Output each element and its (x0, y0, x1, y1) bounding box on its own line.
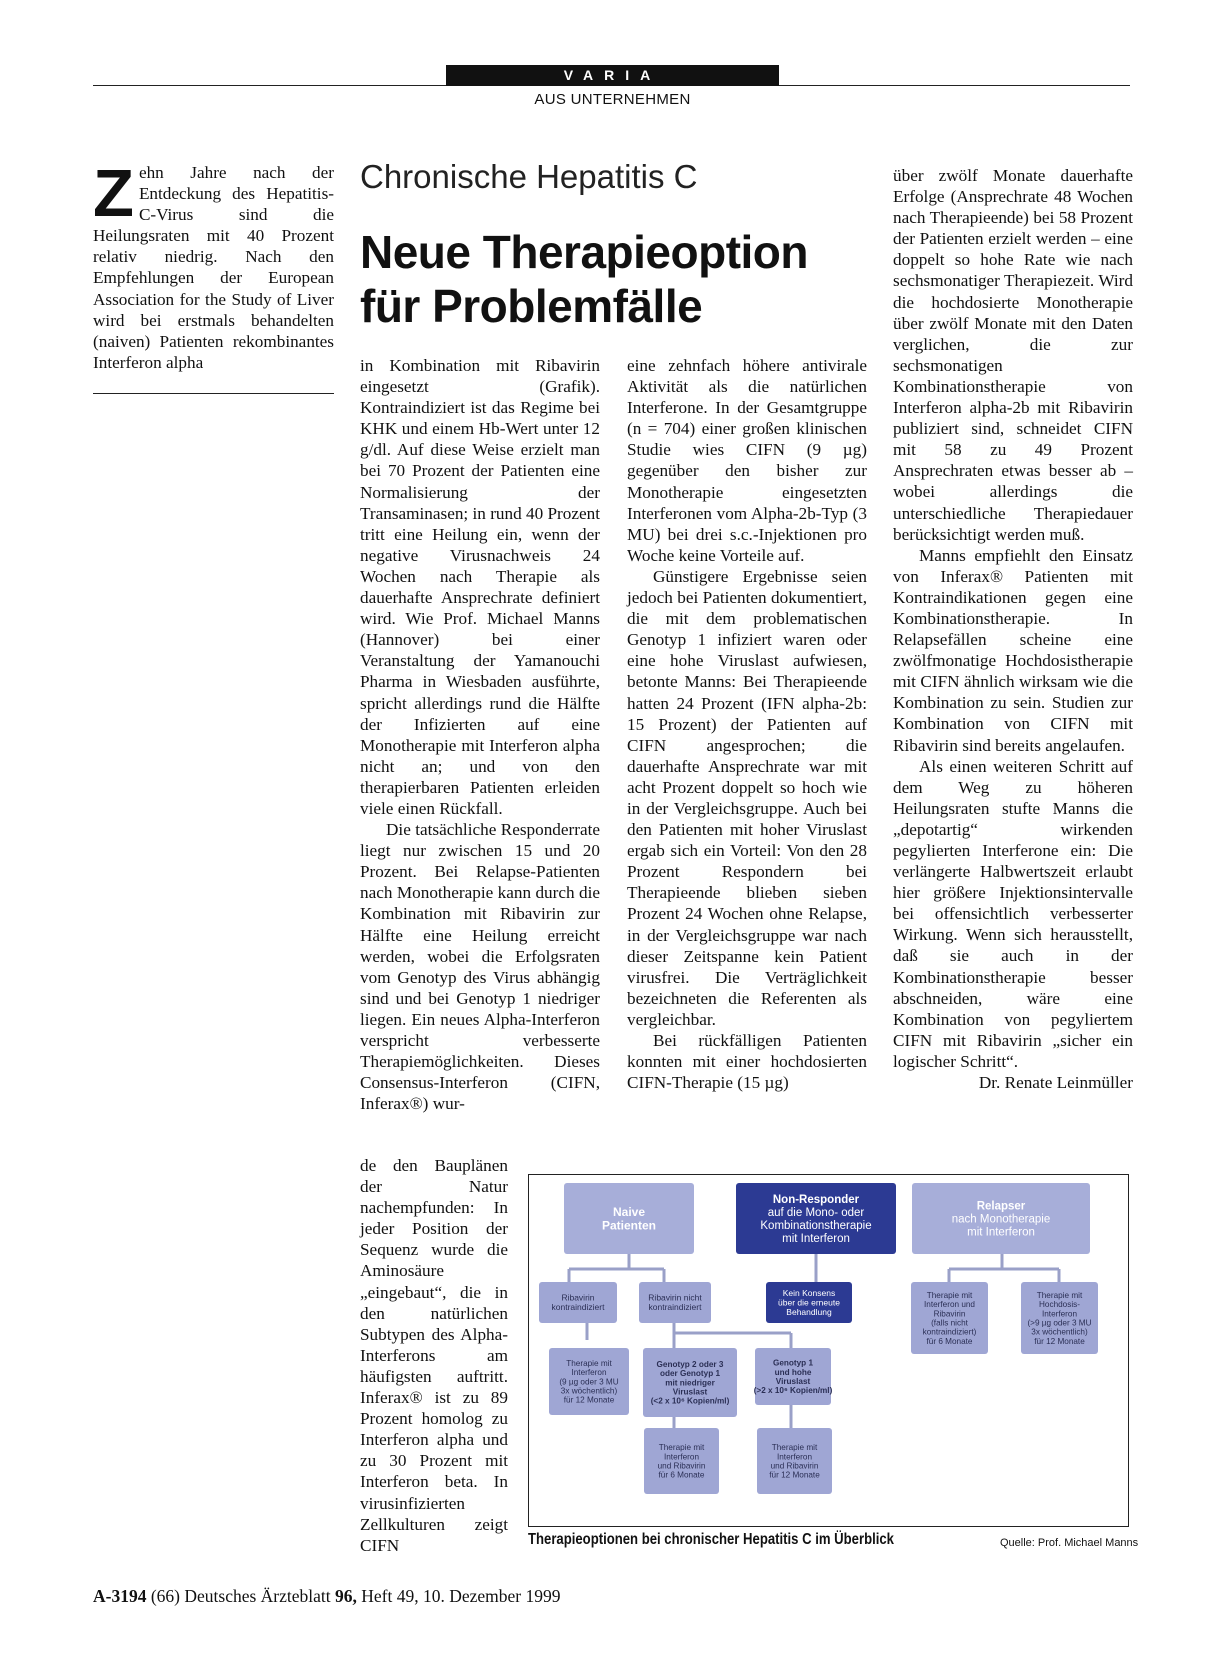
col3-paragraph-2: Manns empfiehlt den Einsatz von Inferax® Patienten mit Kontraindikationen gegen eine Kombinationstherapie. In Relapsefällen scheine eine zwölfmonatige Hochdosistherapie mit CIFN ähnlich wirksam wie die Kombination zu sein. Studien zur Kombination von CIFN mit Ribavirin sind bereits angelaufen. (893, 545, 1133, 755)
dropcap: Z (93, 156, 134, 231)
flow-box-therapie-12m (757, 1428, 832, 1494)
figure-caption: Therapieoptionen bei chronischer Hepatitis C im Überblick (528, 1531, 894, 1548)
flow-box-text: mit Interferon (967, 1226, 1035, 1239)
flow-box-text: und Ribavirin (770, 1461, 819, 1471)
flow-box-text: Therapie mit (926, 1290, 973, 1300)
flow-box-text: Kein Konsens (782, 1288, 836, 1298)
flow-box-therapie-6m (644, 1428, 719, 1494)
footer-volume: 96, (335, 1586, 357, 1606)
flow-box-text: Genotyp 1 (772, 1358, 814, 1368)
flow-box-text: Behandlung (786, 1307, 832, 1317)
article-kicker: Chronische Hepatitis C (360, 158, 698, 195)
flow-box-text: Therapie mit (1036, 1290, 1083, 1300)
flow-box-text: mit niedriger (665, 1378, 715, 1388)
flow-box-text: Viruslast (775, 1377, 811, 1386)
figure-source: Quelle: Prof. Michael Manns (1000, 1537, 1139, 1549)
flow-box-text: kontraindiziert (648, 1302, 702, 1313)
subsection-label: AUS UNTERNEHMEN (534, 91, 691, 108)
intro-text (93, 156, 334, 373)
flow-box-text: Genotyp 2 oder 3 (656, 1360, 724, 1369)
col2-paragraph-1: eine zehnfach höhere antivirale Aktivität als die natürlichen Interferone. In der Gesamtgruppe (n = 704) einer großen klinischen Studie wies CIFN (9 µg) gegenüber den bisher zur Monotherapie eingesetzten Interferonen vom Alpha-2b-Typ (3 MU) bei drei s.c.-Injektionen pro Woche keine Vorteile auf. (627, 356, 867, 565)
flow-box-text: Naive (612, 1205, 646, 1219)
flow-box-text: (>9 µg oder 3 MU (1027, 1318, 1092, 1328)
column-1 (360, 355, 600, 1114)
flow-box-text: für 12 Monate (563, 1395, 615, 1405)
flow-box-text: über die erneute (778, 1297, 840, 1308)
flow-box-therapie-ifn (549, 1348, 629, 1415)
flow-box-genotyp23 (643, 1348, 737, 1417)
flow-box-nonresponder (736, 1183, 896, 1254)
flow-box-text: und Ribavirin (657, 1461, 706, 1471)
flow-box-riba-nicht-ki (639, 1282, 711, 1323)
flowchart-svg (529, 1175, 1127, 1525)
footer-journal: (66) Deutsches Ärzteblatt (150, 1586, 331, 1606)
flowchart-boxes (539, 1183, 1098, 1494)
flow-box-text: Interferon und (924, 1300, 975, 1310)
flow-box-text: Therapie mit (566, 1359, 612, 1368)
intro-rule (93, 393, 334, 394)
flow-box-text: 3x wöchentlich) (560, 1386, 618, 1396)
col2-paragraph-2: Günstigere Ergebnisse seien jedoch bei Patienten dokumentiert, die mit dem problematischen Genotyp 1 infiziert waren oder eine hohe Viruslast aufwiesen, betonte Manns: Bei Therapieende hatten 24 Prozent (IFN alpha-2b: 15 Prozent) der Patienten auf CIFN angesprochen; die dauerhafte Ansprechrate war mit acht Prozent doppelt so hoch wie in der Vergleichsgruppe. Auch bei den Patienten mit hoher Viruslast ergab sich ein Vorteil: Von den 28 Prozent Respondern bei Therapieende blieben sieben Prozent 24 Wochen ohne Relapse, in der Vergleichsgruppe war nach dieser Zeitspanne kein Patient virusfrei. Die Verträglichkeit bezeichneten die Referenten als vergleichbar. (627, 566, 867, 1029)
flow-box-text: Interferon (776, 1452, 813, 1462)
column-3 (893, 165, 1133, 1093)
author-byline: Dr. Renate Leinmüller (978, 1073, 1133, 1093)
flow-box-text: Hochdosis- (1039, 1300, 1080, 1310)
flow-box-riba-ki (539, 1282, 617, 1323)
flow-box-text: 3x wöchentlich) (1031, 1327, 1088, 1337)
intro-body: ehn Jahre nach der Entdeckung des Hepatitis-C-Virus sind die Heilungsraten mit 40 Prozent relativ niedrig. Nach den Empfehlungen der European Association for the Study of Liver wird bei erstmals behandelten (naiven) Patienten rekombinantes Interferon alpha (93, 163, 334, 372)
flow-box-text: nach Monotherapie (951, 1213, 1051, 1226)
flow-box-text: Therapie mit (771, 1443, 818, 1453)
col1-paragraph-2-cont: de den Bauplänen der Natur nachempfunden: In jeder Position der Sequenz wurde die Aminosäure „eingebaut“, die in den natürlichen Subtypen des Alpha-Interferons am häufigsten auftritt. Inferax® ist zu 89 Prozent homolog zu Interferon alpha und zu 30 Prozent mit Interferon beta. In virusinfizierten Zellkulturen zeigt CIFN (360, 1156, 508, 1555)
flow-box-relapse-b (1021, 1282, 1098, 1354)
col2-paragraph-3: Bei rückfälligen Patienten konnten mit einer hochdosierten CIFN-Therapie (15 µg) (627, 1031, 867, 1093)
flow-box-text: Interferon (1041, 1309, 1078, 1319)
therapy-flowchart (528, 1174, 1129, 1527)
footer-issue: Heft 49, 10. Dezember 1999 (361, 1586, 561, 1606)
section-label: VARIA (446, 65, 779, 86)
flow-box-text: mit Interferon (782, 1232, 850, 1245)
flow-box-text: für 12 Monate (769, 1470, 820, 1480)
flow-box-text: kontraindiziert (551, 1302, 605, 1313)
flow-box-text: (falls nicht (931, 1318, 968, 1328)
col3-paragraph-3: Als einen weiteren Schritt auf dem Weg zu höheren Heilungsraten stufte Manns die „depotartig“ wirkenden pegylierten Interferone ein: Die verlängerte Halbwertszeit erlaubt hier größere Injektionsintervalle bei offensichtlich verbesserter Wirkung. Wenn sich herausstellt, daß sie auch in der Kombinationstherapie besser abschneiden, wäre eine Kombination von pegyliertem CIFN mit Ribavirin „sicher ein logischer Schritt“. (893, 756, 1133, 1071)
flow-box-text: (>2 x 10⁶ Kopien/ml) (753, 1386, 833, 1396)
flow-box-text: Interferon (663, 1452, 700, 1462)
flow-box-text: (9 µg oder 3 MU (559, 1377, 619, 1387)
flow-box-text: Relapser (976, 1200, 1026, 1213)
page-footer (93, 1586, 561, 1607)
flow-box-text: Ribavirin (933, 1309, 966, 1319)
col1-paragraph-1: in Kombination mit Ribavirin eingesetzt (Grafik). Kontraindiziert ist das Regime bei KHK und einem Hb-Wert unter 12 g/dl. Auf diese Weise erzielt man bei 70 Prozent der Patienten eine Normalisierung der Transaminasen; in rund 40 Prozent tritt eine Heilung ein, wenn der negative Virusnachweis 24 Wochen nach Therapie als dauerhafte Ansprechrate definiert wird. Wie Prof. Michael Manns (Hannover) bei einer Veranstaltung der Yamanouchi Pharma in Wiesbaden ausführte, spricht allerdings rund die Hälfte der Infizierten auf eine Monotherapie mit Interferon alpha nicht an; und von den therapierbaren Patienten erleiden viele einen Rückfall. (360, 356, 600, 818)
article-headline: Neue Therapieoption für Problemfälle (360, 226, 808, 332)
flow-box-text: Kombinationstherapie (760, 1220, 872, 1232)
flow-box-naive (564, 1183, 694, 1254)
flow-box-text: Viruslast (672, 1387, 708, 1397)
col1-paragraph-2: Die tatsächliche Responderrate liegt nur zwischen 15 und 20 Prozent. Bei Relapse-Patienten nach Monotherapie kann durch die Kombination mit Ribavirin zur Hälfte eine Heilung erreicht werden, wobei die Erfolgsraten vom Genotyp des Virus abhängig sind und bei Genotyp 1 niedriger liegen. Ein neues Alpha-Interferon verspricht verbesserte Therapiemöglichkeiten. Dieses Consensus-Interferon (CIFN, Inferax®) wur- (360, 820, 600, 1114)
flow-box-text: Therapie mit (658, 1443, 705, 1453)
flow-box-text: auf die Mono- oder (767, 1207, 865, 1220)
flow-box-text: Patienten (601, 1218, 657, 1233)
flow-box-relapser (912, 1183, 1090, 1254)
col3-paragraph-1: über zwölf Monate dauerhafte Erfolge (Ansprechrate 48 Wochen nach Therapieende) bei 58 Prozent der Patienten erzielt werden – eine doppelt so hohe Rate wie nach sechsmonatiger Therapiezeit. Wird die hochdosierte Monotherapie über zwölf Monate mit den Daten verglichen, die zur sechsmonatigen Kombinationstherapie von Interferon alpha-2b mit Ribavirin publiziert sind, schneidet CIFN mit 58 zu 49 Prozent Ansprechraten etwas besser ab – wobei allerdings die unterschiedliche Therapiedauer berücksichtigt werden muß. (893, 166, 1133, 544)
flow-box-text: Ribavirin nicht (648, 1292, 702, 1303)
flow-box-text: oder Genotyp 1 (659, 1369, 721, 1379)
flow-box-text: Non-Responder (772, 1194, 860, 1207)
flow-box-text: für 12 Monate (1034, 1336, 1085, 1346)
column-2 (627, 355, 867, 1093)
flow-box-relapse-a (911, 1282, 988, 1354)
flow-box-text: (<2 x 10⁶ Kopien/ml) (650, 1396, 730, 1406)
flow-box-text: für 6 Monate (926, 1336, 973, 1346)
column-1-continued (360, 1155, 508, 1556)
flow-box-text: kontraindiziert) (922, 1327, 977, 1337)
flow-box-text: Interferon (571, 1368, 607, 1378)
flow-box-text: für 6 Monate (658, 1470, 705, 1480)
page-number: A-3194 (93, 1586, 147, 1606)
flow-box-text: und hohe (774, 1367, 812, 1377)
flow-box-text: Ribavirin (561, 1292, 595, 1303)
flow-box-kein-konsens (766, 1282, 852, 1323)
flow-box-genotyp1 (754, 1348, 833, 1405)
